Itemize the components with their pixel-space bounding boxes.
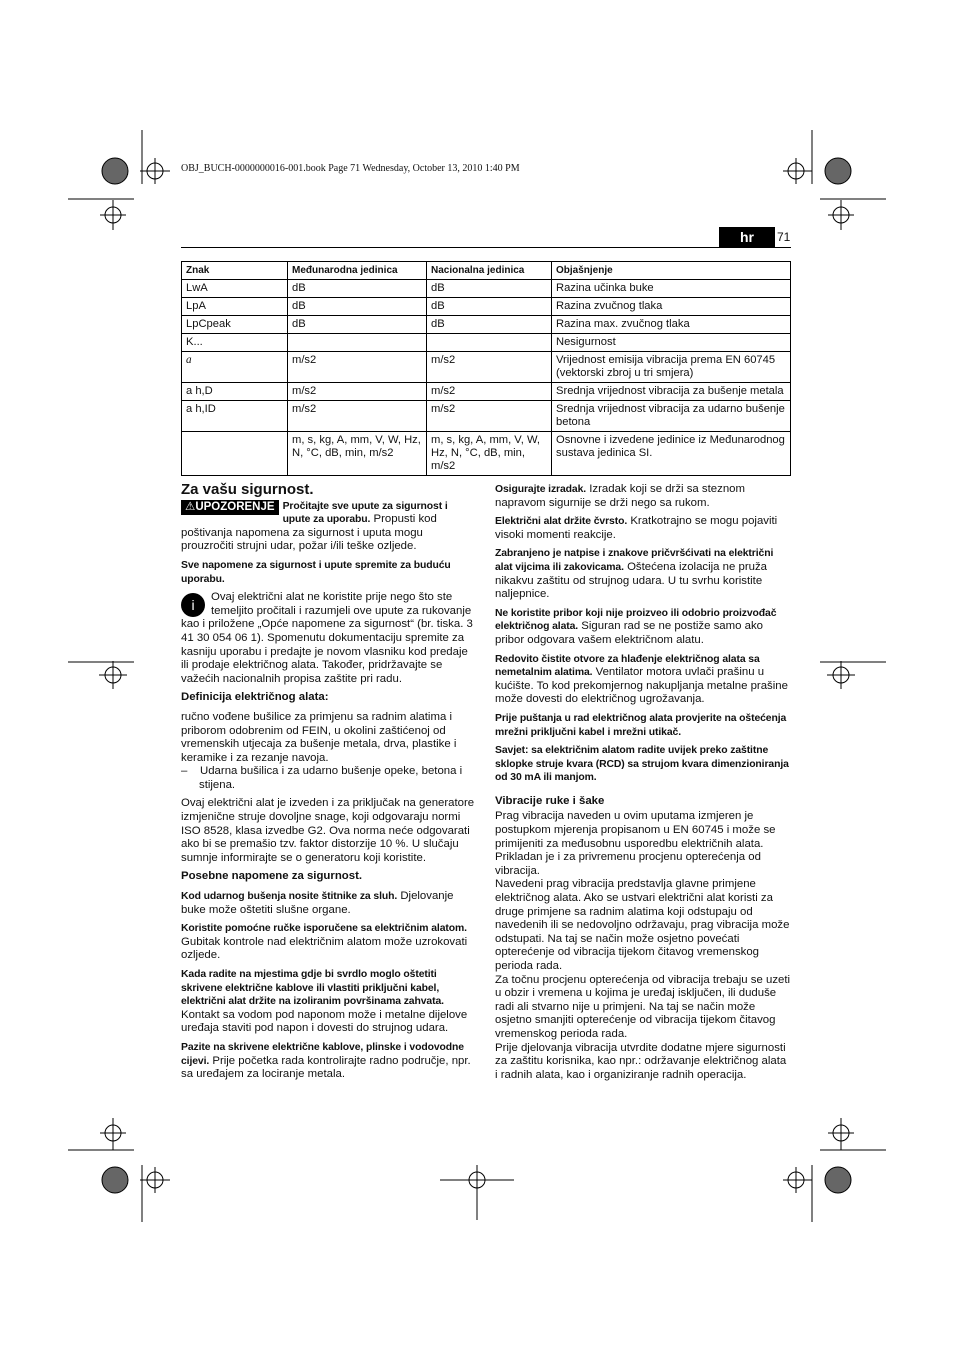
table-cell: Srednja vrijednost vibracija za bušenje metala [552,383,791,401]
definition-heading: Definicija električnog alata: [181,691,329,704]
table-cell: a h,ID [182,401,288,432]
table-cell: m/s2 [288,383,427,401]
header-rule [181,247,791,248]
table-row [182,334,791,352]
manual-paragraph: i Ovaj električni alat ne koristite prije nego što ste temeljito pročitali i razumjeli ove upute za rukovanje kao i priložene „Opće napomene za sigurnost“ (br. tiska. 3 41 30 054 06 1). Spomenutu dokumentaciju spremite za kasniju uporabu i predajte je novom vlasniku kod predaje ili prodaje električnog alata. Također, pridržavajte se važećih nacionalnih propisa zaštite pri radu. [181,591,473,685]
table-cell: m/s2 [427,401,552,432]
special-heading: Posebne napomene za sigurnost. [181,870,363,883]
table-cell: a h,D [182,383,288,401]
warning-badge: ⚠UPOZORENJE [181,500,279,516]
definition-dash-item: – Udarna bušilica i za udarno bušenje opeke, betona i stijena. [181,765,463,791]
read-manual-icon: i [181,593,205,617]
table-cell: Razina zvučnog tlaka [552,298,791,316]
table-cell: LwA [182,280,288,298]
table-cell: Razina učinka buke [552,280,791,298]
language-tab: hr [719,227,775,247]
table-cell: Vrijednost emisija vibracija prema EN 60745 (vektorski zbroj u tri smjera) [552,352,791,383]
table-cell: dB [288,280,427,298]
safety-item: Električni alat držite čvrsto. Kratkotrajno se mogu pojaviti visoki momenti reakcije. [495,515,778,541]
table-cell: m/s2 [288,401,427,432]
safety-item: Pazite na skrivene električne kablove, plinske i vodovodne cijevi. Prije početka rada kontrolirajte radno područje, npr. sa uređajem za lociranje metala. [181,1041,471,1081]
safety-item: Savjet: sa električnim alatom radite uvijek preko zaštitne sklopke struje kvara (RCD) sa strujom kvara dimenzioniranja od 30 mA ili manjom. [495,745,789,784]
safety-item: Osigurajte izradak. Izradak koji se drži sa steznom napravom sigurnije se drži nego sa rukom. [495,483,745,509]
safety-item: Kod udarnog bušenja nosite štitnike za sluh. Djelovanje buke može oštetiti slušne organe. [181,890,454,916]
table-header-cell: Znak [182,262,288,280]
table-cell: dB [427,298,552,316]
vibration-text: Prag vibracija naveden u ovim uputama izmjeren je postupkom mjerenja propisanom u EN 60745 i može se primijeniti za međusobnu usporedbu električnih alata. Prikladan je i za privremenu procjenu opterećenja od vibracija. [495,810,776,877]
table-cell: dB [288,316,427,334]
table-cell: m/s2 [288,352,427,383]
table-cell: m, s, kg, A, mm, V, W, Hz, N, °C, dB, min, m/s2 [288,432,427,476]
table-row [182,383,791,401]
right-column [495,483,791,1082]
table-cell: LpCpeak [182,316,288,334]
safety-item: Koristite pomoćne ručke isporučene sa električnim alatom. Gubitak kontrole nad električnim alatom može uzrokovati ozljede. [181,923,468,962]
page-number: 71 [777,230,791,244]
table-row [182,352,791,383]
table-cell: dB [288,298,427,316]
table-cell [182,432,288,476]
vibration-text: Prije djelovanja vibracija utvrdite dodatne mjere sigurnosti za zaštitu korisnika, kao npr.: održavanje električnog alata i radnih alata, kao i organiziranje radnih operacija. [495,1041,787,1081]
safety-item: Zabranjeno je natpise i znakove pričvršćivati na električni alat vijcima ili zakovicama. Oštećena izolacija ne pruža nikakvu zaštitu od strujnog udara. U tu svrhu koristite naljepnice. [495,548,774,601]
section-title: Za vašu sigurnost. [181,481,314,498]
safety-item: Ne koristite pribor koji nije proizveo ili odobrio proizvođač električnog alata. Siguran rad se ne postiže samo ako pribor odgovara vašem električnom alatu. [495,607,777,646]
safety-item: Redovito čistite otvore za hlađenje električnog alata sa nemetalnim alatima. Ventilator motora uvlači prašinu u kućište. To kod prekomjernog nakupljanja metalne prašine može dovesti do električnog ugrožavanja. [495,653,788,706]
left-column [181,483,476,1087]
warning-paragraph: ⚠UPOZORENJE Pročitajte sve upute za sigurnost i upute za uporabu. Propusti kod poštivanja napomena za sigurnost i uputa mogu prouzročiti strujni udar, požar i/ili teške ozljede. [181,500,448,553]
table-header-row [182,262,791,280]
table-cell: dB [427,280,552,298]
keep-instructions: Sve napomene za sigurnost i upute spremite za buduću uporabu. [181,559,451,585]
table-row [182,298,791,316]
safety-item: Prije puštanja u rad električnog alata provjerite na oštećenja mrežni priključni kabel i mrežni utikač. [495,712,787,738]
table-header-cell: Nacionalna jedinica [427,262,552,280]
table-cell: Osnovne i izvedene jedinice iz Međunarodnog sustava jedinica SI. [552,432,791,476]
table-cell: Razina max. zvučnog tlaka [552,316,791,334]
table-cell: Srednja vrijednost vibracija za udarno bušenje betona [552,401,791,432]
units-table [181,261,791,476]
table-row [182,401,791,432]
table-cell: LpA [182,298,288,316]
print-header: OBJ_BUCH-0000000016-001.book Page 71 Wednesday, October 13, 2010 1:40 PM [181,163,520,174]
generator-text: Ovaj električni alat je izveden i za priključak na generatore izmjenične struje dovoljne snage, koji odgovaraju normi ISO 8528, klasa izvedbe G2. Ova norma neće odgovarati ako bi se premašio tzv. faktor distorzije 10 %. U slučaju sumnje informirajte se o generatoru koji koristite. [181,797,475,864]
safety-item: Kada radite na mjestima gdje bi svrdlo moglo oštetiti skrivene električne kablove ili vlastiti priključni kabel, električni alat držite na izoliranim površinama zahvata. Kontakt sa vodom pod naponom može i metalne dijelove uređaja staviti pod napon i dovesti do strujnog udara. [181,969,468,1035]
vibration-heading: Vibracije ruke i šake [495,794,605,807]
table-cell: m/s2 [427,352,552,383]
table-cell [288,334,427,352]
table-cell: dB [427,316,552,334]
table-row [182,280,791,298]
vibration-text: Navedeni prag vibracija predstavlja glavne primjene električnog alata. Ako se ustvari električni alat koristi za druge primjene sa radnim alatima koji odstupaju od navedenih ili se nedovoljno održavaju, prag vibracija može odstupati. Na taj se način može osjetno povećati opterećenje od vibracija tijekom čitavog vremenskog perioda rada. [495,878,790,972]
definition-text: ručno vođene bušilice za primjenu sa radnim alatima i priborom odobrenim od FEIN, u okolini zaštićenoj od vremenskih utjecaja za bušenje metala, drva, plastike i keramike i za rezanje navoja. [181,710,457,764]
table-cell: Nesigurnost [552,334,791,352]
table-header-cell: Objašnjenje [552,262,791,280]
table-row [182,432,791,476]
table-cell: m, s, kg, A, mm, V, W, Hz, N, °C, dB, min, m/s2 [427,432,552,476]
table-cell: K... [182,334,288,352]
table-row [182,316,791,334]
vibration-text: Za točnu procjenu opterećenja od vibracija trebaju se uzeti u obzir i vremena u kojima je uređaj isključen, ili duduše radi ali stvarno nije u primjeni. Na taj se način može osjetno smanjiti opterećenje od vibracija tijekom čitavog vremenskog perioda rada. [495,973,791,1040]
table-header-cell: Međunarodna jedinica [288,262,427,280]
warning-triangle-icon: ⚠ [185,500,196,513]
table-cell: a [182,352,288,383]
table-cell [427,334,552,352]
table-cell: m/s2 [427,383,552,401]
